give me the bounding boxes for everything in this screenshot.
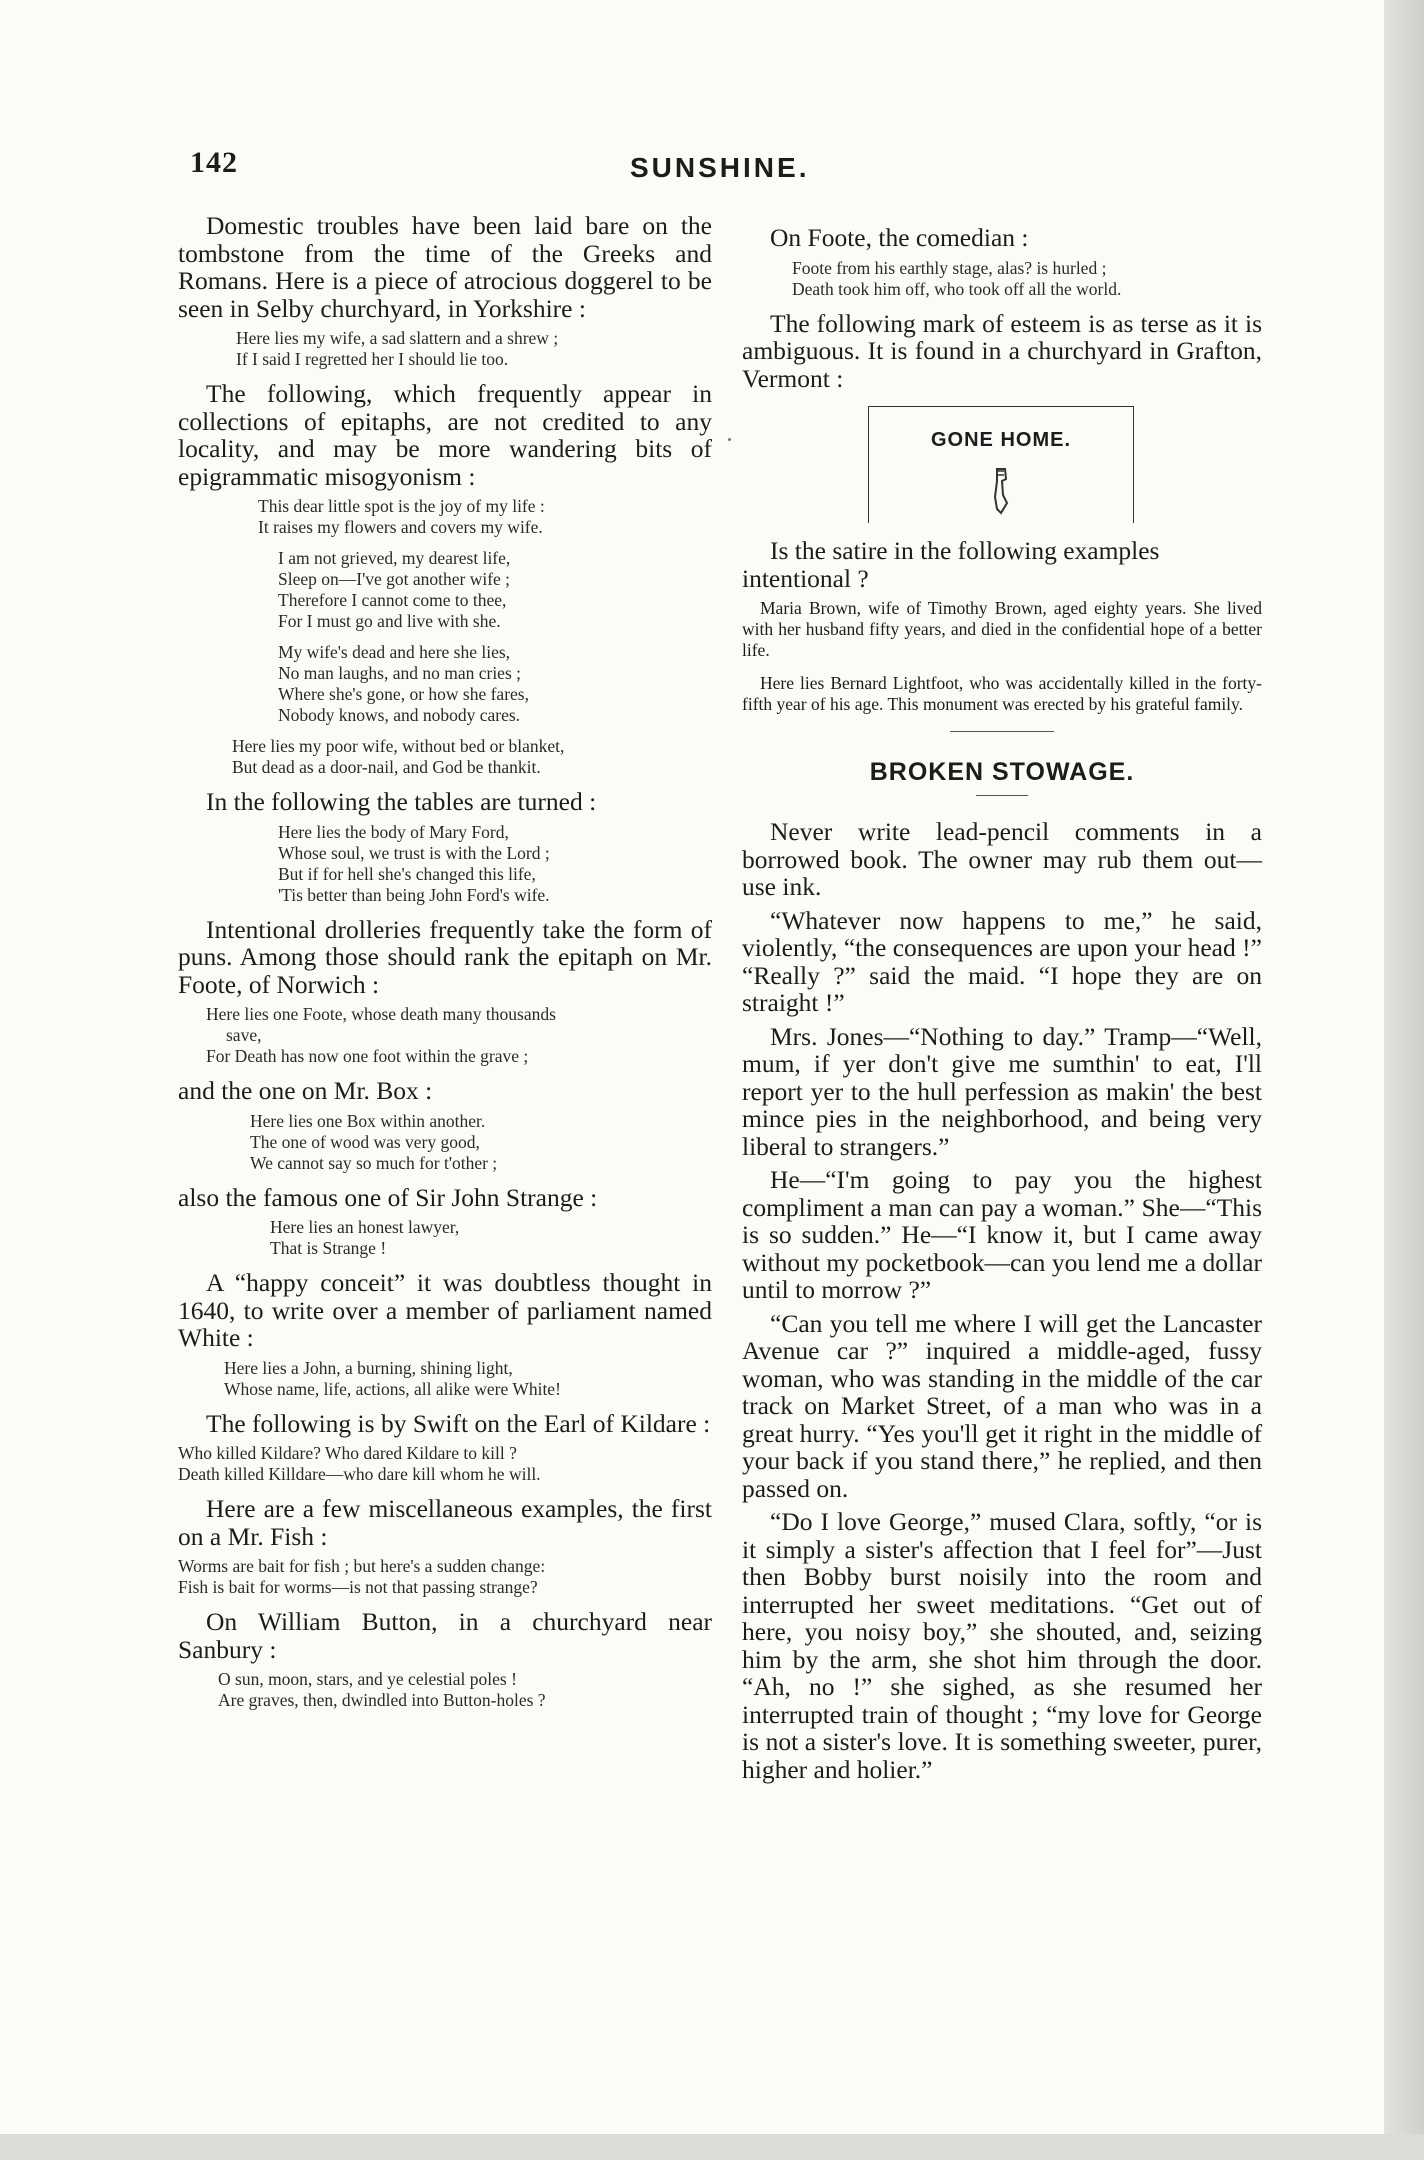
verse-line: Here lies my poor wife, without bed or blanket,	[232, 736, 565, 756]
paragraph: The following mark of esteem is as terse as it is ambiguous. It is found in a churchyard in Grafton, Vermont :	[742, 308, 1262, 393]
verse-line: Where she's gone, or how she fares,	[278, 684, 529, 704]
paragraph: The following is by Swift on the Earl of Kildare :	[206, 1408, 711, 1438]
scan-bottom-edge	[0, 2134, 1424, 2160]
verse-line: This dear little spot is the joy of my life :	[258, 496, 545, 516]
verse-line: Here lies my wife, a sad slattern and a shrew ;	[236, 328, 559, 348]
verse-line: Death took him off, who took off all the world.	[792, 278, 1122, 299]
page-number: 142	[190, 146, 238, 179]
paragraph: Intentional drolleries frequently take the form of puns. Among those should rank the epitaph on Mr. Foote, of Norwich :	[178, 914, 712, 999]
paragraph: Is the satire in the following examples intentional ?	[742, 536, 1160, 593]
paragraph: He—“I'm going to pay you the highest compliment a man can pay a woman.” She—“This is so sudden.” He—“I know it, but I came away without my pocketbook—can you lend me a dollar until to morrow ?”	[742, 1165, 1262, 1304]
verse-line: Here lies one Foote, whose death many thousands	[206, 1004, 556, 1024]
epitaph-prose: Maria Brown, wife of Timothy Brown, aged eighty years. She lived with her husband fifty years, and died in the confidential hope of a better life.	[742, 598, 1262, 660]
running-title: SUNSHINE.	[630, 152, 810, 183]
verse-line: save,	[226, 1025, 262, 1045]
verse-line: Fish is bait for worms—is not that passing strange?	[178, 1577, 538, 1597]
verse-line: For Death has now one foot within the grave ;	[206, 1046, 529, 1066]
epitaph-verse	[178, 1111, 712, 1174]
verse-line: 'Tis better than being John Ford's wife.	[278, 884, 550, 905]
heading-underline	[976, 795, 1028, 796]
verse-line: Here lies one Box within another.	[250, 1110, 486, 1131]
verse-line: But dead as a door-nail, and God be thankit.	[232, 757, 541, 777]
paragraph: “Do I love George,” mused Clara, softly, “or is it simply a sister's affection that I feel for”—Just then Bobby burst noisily into the room and interrupted her sweet meditations. “Get out of here, you noisy boy,” she shouted, and, seizing him by the arm, she shot him through the door. “Ah, no !” she sighed, as she resumed her interrupted train of thought ; “my love for George is not a sister's love. It is something sweeter, purer, higher and holier.”	[742, 1507, 1262, 1784]
verse-line: Whose soul, we trust is with the Lord ;	[278, 842, 550, 863]
verse-line: No man laughs, and no man cries ;	[278, 663, 522, 683]
verse-line: For I must go and live with she.	[278, 611, 501, 631]
tombstone-inscription: GONE HOME.	[930, 429, 1071, 451]
paragraph: Never write lead-pencil comments in a borrowed book. The owner may rub them out—use ink.	[742, 817, 1262, 901]
paragraph: In the following the tables are turned :	[206, 787, 597, 816]
epitaph-verse	[178, 328, 712, 370]
right-column	[742, 224, 1262, 1789]
epitaph-verse	[742, 258, 1262, 300]
paragraph: and the one on Mr. Box :	[178, 1076, 433, 1105]
verse-line: My wife's dead and here she lies,	[278, 642, 511, 662]
epitaph-prose: Here lies Bernard Lightfoot, who was accidentally killed in the forty-fifth year of his age. This monument was erected by his grateful family.	[742, 673, 1262, 714]
verse-line: The one of wood was very good,	[250, 1131, 480, 1152]
epitaph-verse	[178, 1556, 712, 1598]
verse-line: That is Strange !	[270, 1238, 387, 1258]
verse-line: But if for hell she's changed this life,	[278, 863, 536, 884]
epitaph-verse	[178, 1669, 712, 1711]
verse-line: Here lies an honest lawyer,	[270, 1217, 460, 1237]
verse-line: Whose name, life, actions, all alike were White!	[224, 1378, 561, 1399]
column-gutter-speck	[728, 438, 731, 441]
pointing-hand-icon	[989, 465, 1013, 517]
verse-line: It raises my flowers and covers my wife.	[258, 517, 543, 537]
paragraph: On Foote, the comedian :	[770, 223, 1029, 252]
verse-line: We cannot say so much for t'other ;	[250, 1152, 498, 1173]
left-column	[178, 212, 712, 1721]
verse-line: Sleep on—I've got another wife ;	[278, 569, 511, 589]
paragraph: A “happy conceit” it was doubtless thought in 1640, to write over a member of parliament named White :	[178, 1268, 712, 1352]
verse-line: If I said I regretted her I should lie too.	[236, 349, 509, 369]
paragraph: Mrs. Jones—“Nothing to day.” Tramp—“Well, mum, if yer don't give me sumthin' to eat, I'll report yer to the hull perfession as makin' the best mince pies in the neighborhood, and being very liberal to strangers.”	[742, 1021, 1262, 1161]
section-divider	[950, 731, 1054, 732]
paragraph: also the famous one of Sir John Strange :	[178, 1182, 598, 1212]
epitaph-verse	[178, 1358, 712, 1400]
paragraph: “Whatever now happens to me,” he said, violently, “the consequences are upon your head !” “Really ?” said the maid. “I hope they are on straight !”	[742, 905, 1262, 1017]
epitaph-verse	[178, 496, 712, 778]
verse-line: Foote from his earthly stage, alas? is hurled ;	[792, 257, 1107, 278]
paragraph: “Can you tell me where I will get the Lancaster Avenue car ?” inquired a middle-aged, fussy woman, who was standing in the middle of the car track on Market Street, of a man who was in a great hurry. “Yes you'll get it right in the middle of your back if you stand there,” he replied, and then passed on.	[742, 1308, 1262, 1503]
epitaph-verse	[178, 1217, 712, 1259]
verse-line: Here lies the body of Mary Ford,	[278, 821, 509, 842]
epitaph-verse	[178, 822, 712, 906]
epitaph-verse	[178, 1443, 712, 1485]
verse-line: O sun, moon, stars, and ye celestial poles !	[218, 1669, 517, 1689]
paragraph: On William Button, in a churchyard near Sanbury :	[178, 1607, 712, 1664]
paragraph: The following, which frequently appear in collections of epitaphs, are not credited to any locality, and may be more wandering bits of epigrammatic misogyonism :	[178, 379, 712, 491]
verse-line: Who killed Kildare? Who dared Kildare to kill ?	[178, 1443, 517, 1463]
paragraph: Here are a few miscellaneous examples, the first on a Mr. Fish :	[178, 1494, 712, 1551]
scan-edge	[1384, 0, 1424, 2160]
verse-line: Nobody knows, and nobody cares.	[278, 705, 521, 725]
verse-line: Here lies a John, a burning, shining light,	[224, 1357, 513, 1378]
verse-line: Worms are bait for fish ; but here's a sudden change:	[178, 1556, 546, 1576]
epitaph-verse	[178, 1004, 712, 1067]
tombstone-figure	[868, 406, 1134, 523]
verse-line: Therefore I cannot come to thee,	[278, 590, 507, 610]
verse-line: Are graves, then, dwindled into Button-holes ?	[218, 1690, 546, 1710]
section-heading: BROKEN STOWAGE.	[869, 758, 1135, 786]
paragraph: Domestic troubles have been laid bare on the tombstone from the time of the Greeks and Romans. Here is a piece of atrocious doggerel to be seen in Selby churchyard, in Yorkshire :	[178, 211, 712, 323]
verse-line: I am not grieved, my dearest life,	[278, 548, 511, 568]
verse-line: Death killed Killdare—who dare kill whom he will.	[178, 1464, 541, 1484]
